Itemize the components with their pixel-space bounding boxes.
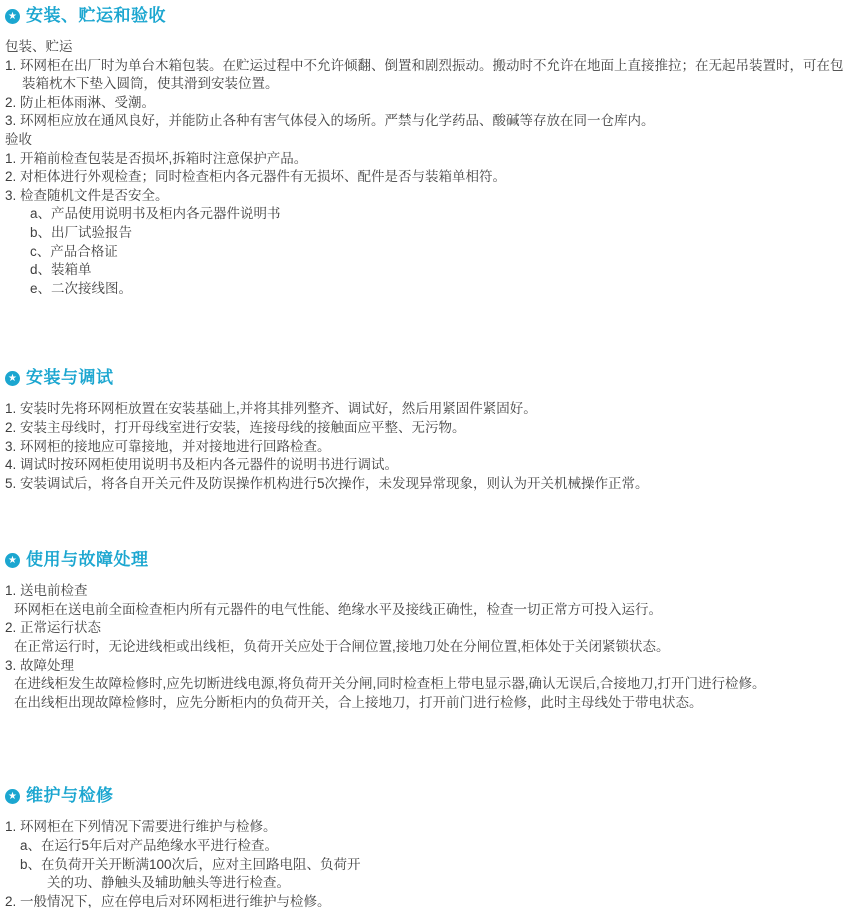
section-use-fault-handling	[5, 550, 863, 712]
list-item: 2. 安装主母线时，打开母线室进行安装，连接母线的接触面应平整、无污物。	[5, 419, 466, 435]
list-item: 1. 环网柜在出厂时为单台木箱包装。在贮运过程中不允许倾翻、倒置和剧烈振动。搬动时不允许在地面上直接推拉；在无起吊装置时，可在包	[5, 57, 844, 73]
section-maintenance-repair	[5, 786, 863, 908]
section-title: 安装与调试	[26, 368, 114, 388]
star-circle-icon: ★	[5, 789, 20, 804]
sub-list-item: c、产品合格证	[30, 243, 118, 259]
section-install-debug	[5, 368, 863, 493]
paragraph: 在出线柜出现故障检修时，应先分断柜内的负荷开关，合上接地刀，打开前门进行检修，此时主母线处于带电状态。	[14, 694, 703, 710]
paragraph: 在进线柜发生故障检修时,应先切断进线电源,将负荷开关分闸,同时检查柜上带电显示器,确认无误后,合接地刀,打开门进行检修。	[14, 676, 766, 692]
subheading: 包装、贮运	[5, 39, 73, 54]
section-header	[5, 6, 863, 26]
list-item: 3. 环网柜的接地应可靠接地，并对接地进行回路检查。	[5, 438, 331, 454]
list-item: 4. 调试时按环网柜使用说明书及柜内各元器件的说明书进行调试。	[5, 457, 399, 473]
list-item: 3. 环网柜应放在通风良好，并能防止各种有害气体侵入的场所。严禁与化学药品、酸碱等存放在同一仓库内。	[5, 113, 655, 129]
list-item: 1. 开箱前检查包装是否损坏,拆箱时注意保护产品。	[5, 150, 308, 166]
sub-list-item: b、出厂试验报告	[30, 224, 133, 240]
section-install-transport-acceptance	[5, 6, 863, 298]
sub-list-item-continuation: 关的功、静触头及辅助触头等进行检查。	[47, 875, 290, 891]
list-item: 2. 对柜体进行外观检查；同时检查柜内各元器件有无损坏、配件是否与装箱单相符。	[5, 169, 507, 185]
paragraph: 环网柜在送电前全面检查柜内所有元器件的电气性能、绝缘水平及接线正确性，检查一切正常方可投入运行。	[14, 601, 662, 617]
section-title: 使用与故障处理	[26, 550, 149, 570]
section-title: 安装、贮运和验收	[26, 6, 166, 25]
star-circle-icon: ★	[5, 371, 20, 386]
star-circle-icon: ★	[5, 553, 20, 568]
sub-list-item: b、在负荷开关开断满100次后，应对主回路电阻、负荷开	[20, 856, 361, 872]
sub-list-item: d、装箱单	[30, 262, 92, 278]
sub-list-item: a、在运行5年后对产品绝缘水平进行检查。	[20, 838, 279, 854]
subheading: 验收	[5, 131, 32, 147]
list-item: 1. 安装时先将环网柜放置在安装基础上,并将其排列整齐、调试好，然后用紧固件紧固好。	[5, 401, 537, 417]
list-item: 2. 一般情况下，应在停电后对环网柜进行维护与检修。	[5, 893, 331, 908]
list-item-continuation: 装箱枕木下垫入圆筒，使其滑到安装位置。	[22, 76, 279, 92]
list-item: 2. 防止柜体雨淋、受潮。	[5, 94, 156, 110]
list-item: 3. 检查随机文件是否安全。	[5, 187, 169, 203]
list-item: 1. 环网柜在下列情况下需要进行维护与检修。	[5, 819, 277, 835]
list-item: 2. 正常运行状态	[5, 620, 102, 636]
sub-list-item: a、产品使用说明书及柜内各元器件说明书	[30, 206, 281, 222]
list-item: 3. 故障处理	[5, 657, 75, 673]
star-circle-icon: ★	[5, 9, 20, 24]
section-header	[5, 786, 863, 806]
sub-list-item: e、二次接线图。	[30, 280, 133, 296]
section-header	[5, 368, 863, 388]
list-item: 5. 安装调试后，将各自开关元件及防误操作机构进行5次操作，未发现异常现象，则认为开关机械操作正常。	[5, 475, 649, 491]
section-title: 维护与检修	[26, 786, 114, 806]
section-header	[5, 550, 863, 570]
list-item: 1. 送电前检查	[5, 583, 88, 599]
paragraph: 在正常运行时，无论进线柜或出线柜，负荷开关应处于合闸位置,接地刀处在分闸位置,柜体处于关闭紧锁状态。	[14, 639, 670, 655]
